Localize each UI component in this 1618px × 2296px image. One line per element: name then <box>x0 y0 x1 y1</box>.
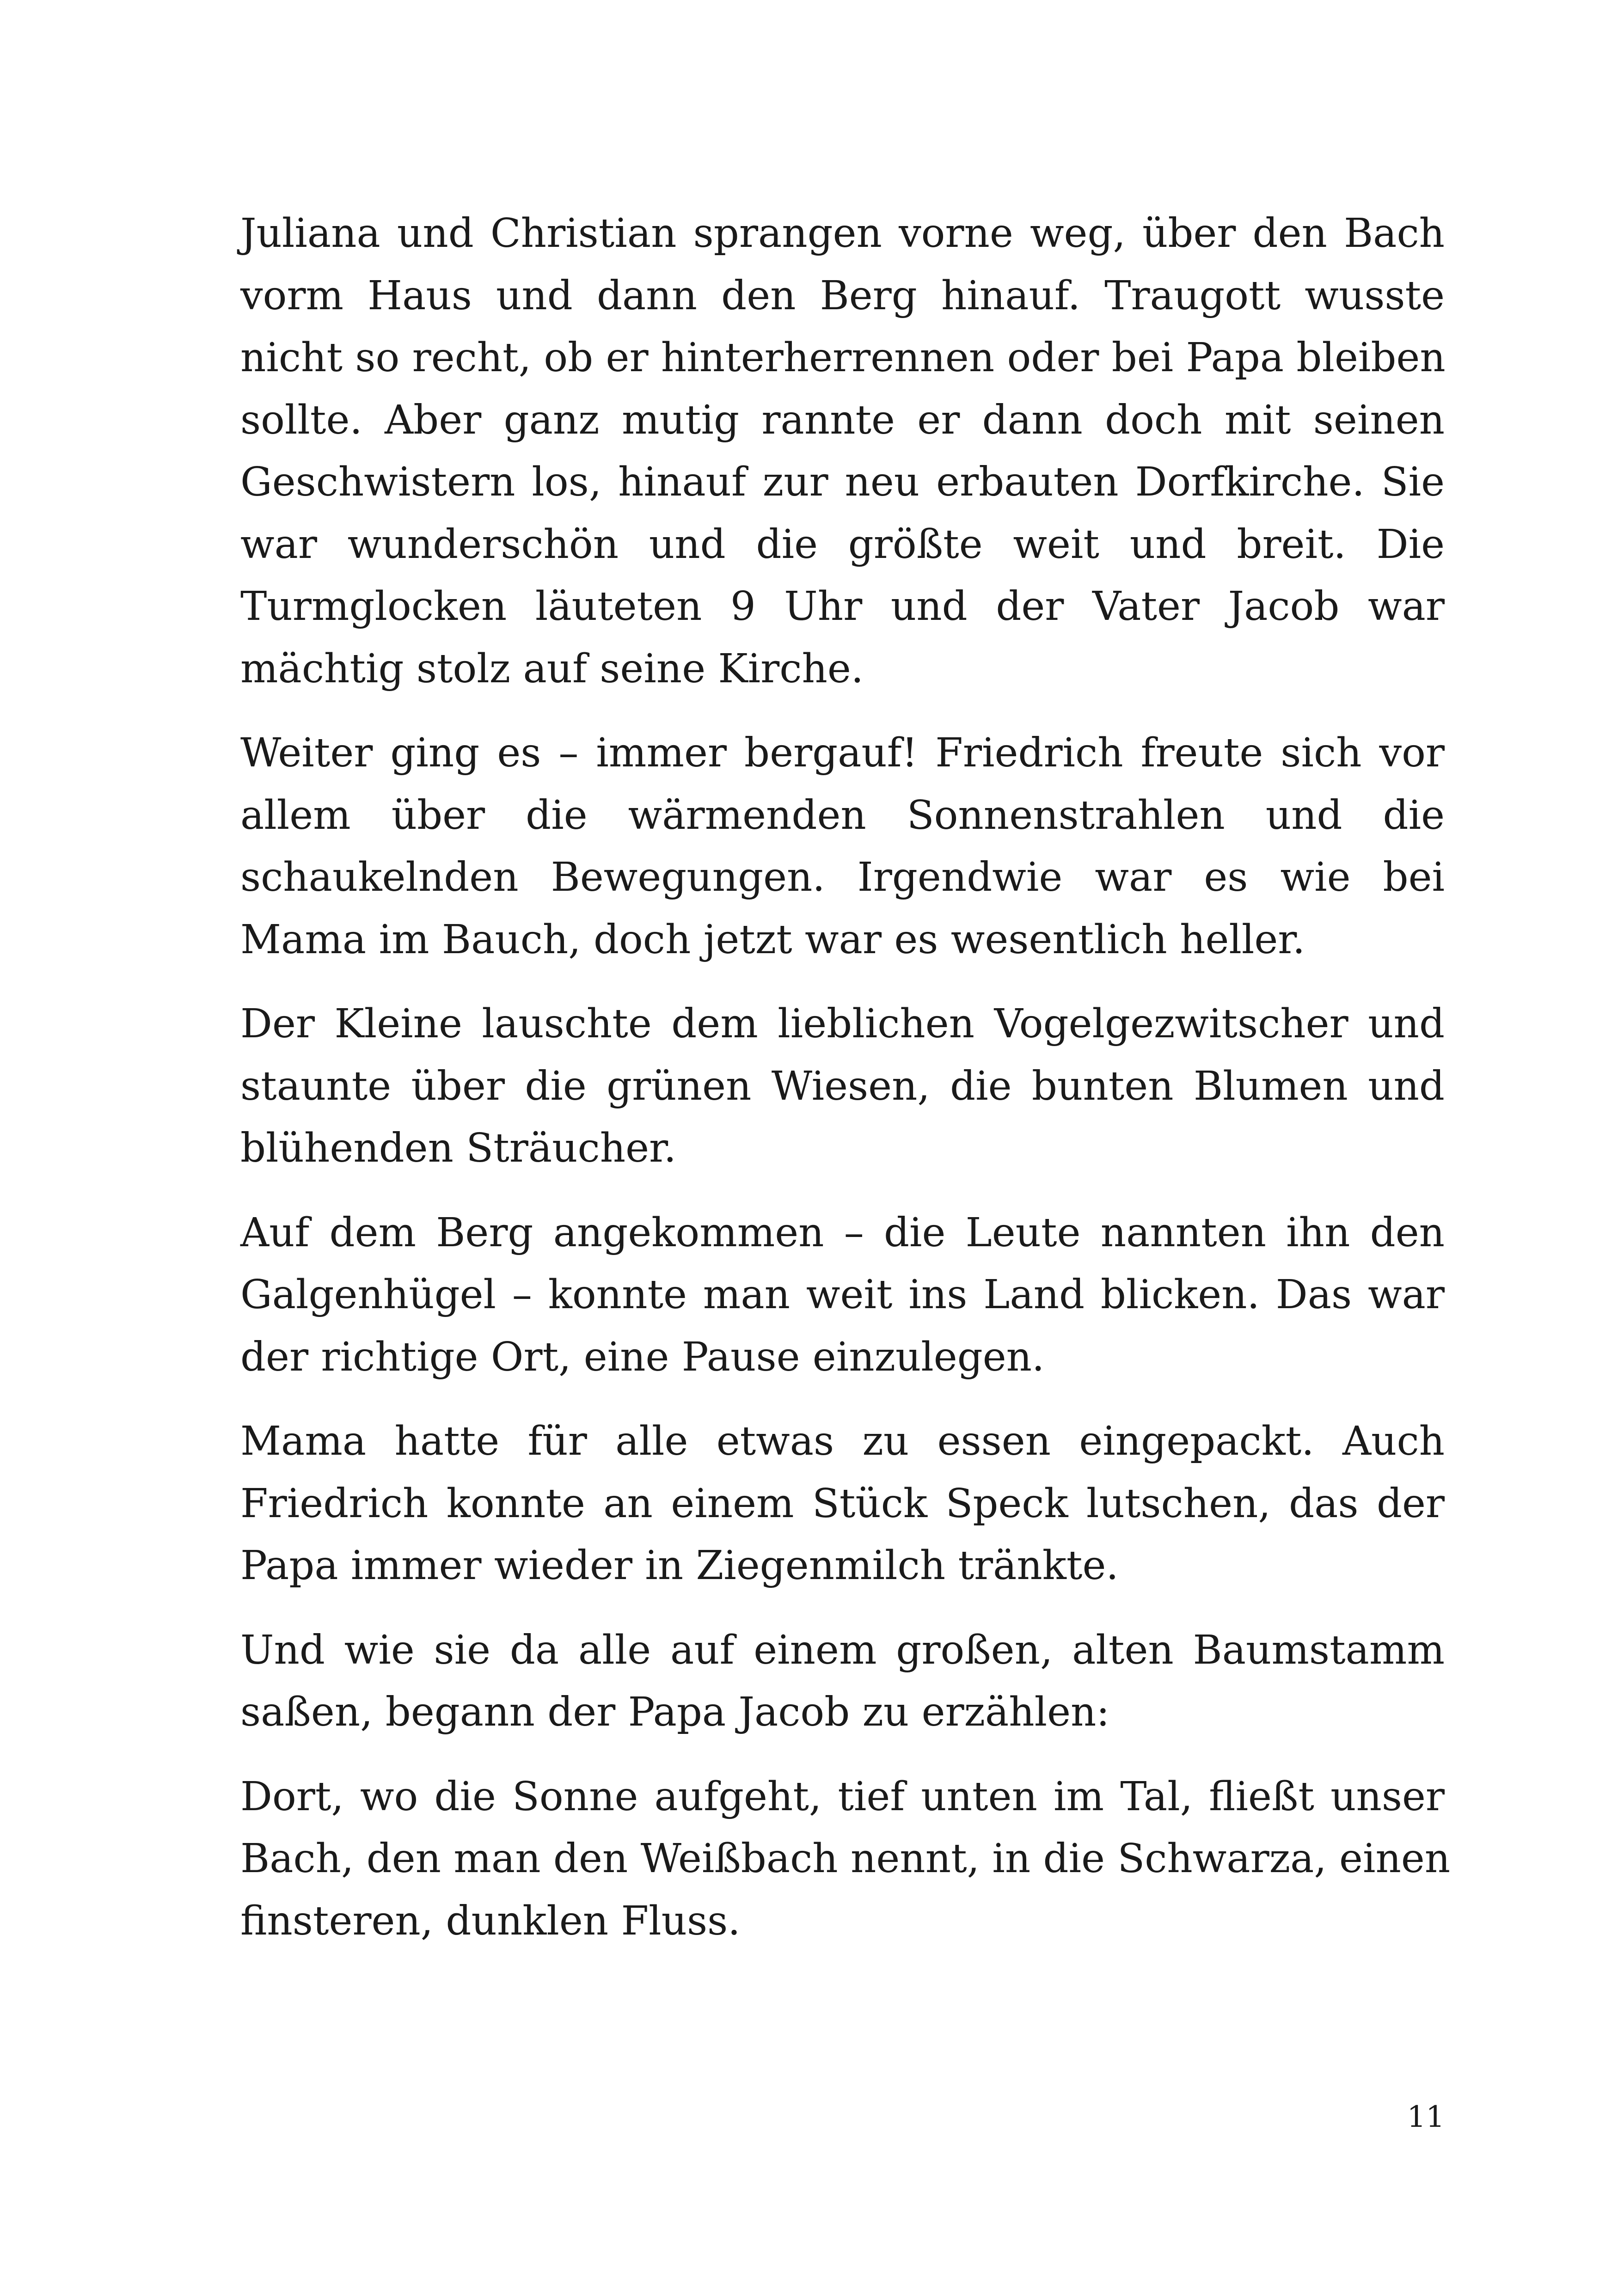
paragraph <box>240 202 1445 700</box>
text-line: Mama hatte für alle etwas zu essen eingepackt. Auch <box>240 1418 1445 1464</box>
text-line: Galgenhügel – konnte man weit ins Land blicken. Das war <box>240 1272 1445 1318</box>
text-line: sollte. Aber ganz mutig rannte er dann doch mit seinen <box>240 397 1445 443</box>
text-line: saßen, begann der Papa Jacob zu erzählen: <box>240 1689 1110 1735</box>
paragraph <box>240 993 1445 1180</box>
paragraph <box>240 1619 1445 1744</box>
text-line: allem über die wärmenden Sonnenstrahlen und die <box>240 792 1445 839</box>
text-line: Auf dem Berg angekommen – die Leute nannten ihn den <box>240 1209 1445 1256</box>
page-number: 11 <box>1407 2100 1445 2134</box>
text-line: nicht so recht, ob er hinterherrennen oder bei Papa bleiben <box>240 335 1446 381</box>
text-line: war wunderschön und die größte weit und breit. Die <box>240 521 1445 568</box>
text-line: Der Kleine lauschte dem lieblichen Vogelgezwitscher und <box>240 1001 1445 1047</box>
text-line: Friedrich konnte an einem Stück Speck lutschen, das der <box>240 1480 1445 1527</box>
text-line: Turmglocken läuteten 9 Uhr und der Vater Jacob war <box>240 583 1445 630</box>
text-line: Bach, den man den Weißbach nennt, in die Schwarza, einen <box>240 1836 1451 1882</box>
text-line: Dort, wo die Sonne aufgeht, tief unten im Tal, fließt unser <box>240 1773 1445 1820</box>
text-line: der richtige Ort, eine Pause einzulegen. <box>240 1334 1045 1380</box>
body-text <box>240 202 1451 1974</box>
text-line: Mama im Bauch, doch jetzt war es wesentlich heller. <box>240 916 1305 963</box>
text-line: staunte über die grünen Wiesen, die bunten Blumen und <box>240 1063 1445 1109</box>
paragraph <box>240 722 1445 971</box>
paragraph <box>240 1202 1445 1389</box>
text-line: Papa immer wieder in Ziegenmilch tränkte. <box>240 1543 1119 1589</box>
text-line: Juliana und Christian sprangen vorne weg, über den Bach <box>240 210 1445 257</box>
text-line: blühenden Sträucher. <box>240 1125 676 1171</box>
text-line: schaukelnden Bewegungen. Irgendwie war es wie bei <box>240 854 1445 900</box>
text-line: finsteren, dunklen Fluss. <box>240 1898 741 1944</box>
text-line: vorm Haus und dann den Berg hinauf. Traugott wusste <box>240 272 1445 319</box>
text-line: Weiter ging es – immer bergauf! Friedrich freute sich vor <box>240 730 1445 776</box>
paragraph <box>240 1766 1451 1953</box>
paragraph <box>240 1410 1445 1597</box>
text-line: Und wie sie da alle auf einem großen, alten Baumstamm <box>240 1627 1445 1673</box>
text-line: Geschwistern los, hinauf zur neu erbauten Dorfkirche. Sie <box>240 459 1445 505</box>
text-line: mächtig stolz auf seine Kirche. <box>240 645 864 692</box>
